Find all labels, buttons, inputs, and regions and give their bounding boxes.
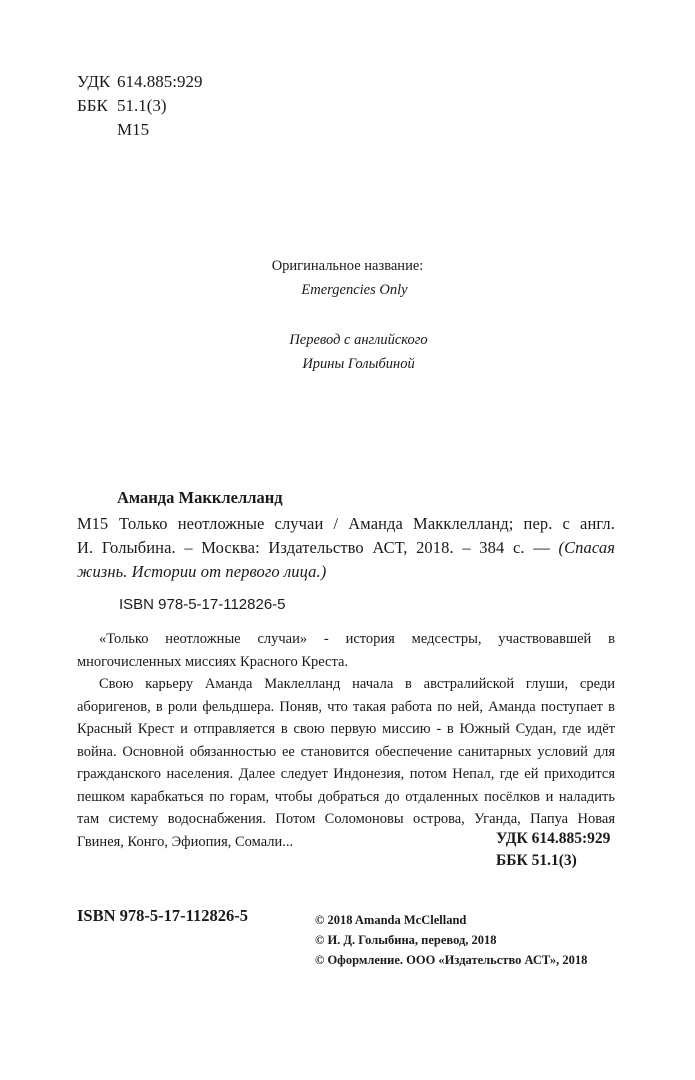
translation-line-1: Перевод с английского: [289, 332, 428, 348]
footer-bbk: ББК 51.1(3): [496, 852, 577, 869]
classification-block-bottom: [496, 828, 610, 872]
entry-code: М15: [77, 514, 109, 533]
footer-isbn: ISBN 978-5-17-112826-5: [77, 906, 248, 925]
entry-line-2: [77, 536, 615, 584]
original-title-block: [0, 254, 695, 376]
author-mark: М15: [117, 120, 150, 139]
copyright-line-1: © 2018 Amanda McClelland: [315, 913, 467, 927]
original-title-label: Оригинальное название:: [271, 258, 424, 274]
copyright-line-2: © И. Д. Голыбина, перевод, 2018: [315, 933, 497, 947]
entry-publication: И. Голыбина. – Москва: Издательство АСТ, 2018. – 384 с. —: [77, 538, 559, 557]
bbk-row: [77, 94, 202, 118]
annotation-paragraph-1: «Только неотложные случаи» - история медсестры, участвовавшей в многочисленных миссиях Красного Креста.: [77, 631, 615, 670]
classification-block-top: [77, 70, 202, 142]
catalog-entry: [77, 486, 615, 853]
copyright-block: [315, 910, 587, 970]
spacer: [0, 302, 695, 328]
translation-line-2: Ирины Голыбиной: [302, 356, 415, 372]
entry-line-1: Только неотложные случаи / Аманда Макклелланд; пер. с англ.: [119, 514, 615, 533]
footer-udk: УДК 614.885:929: [496, 830, 611, 847]
catalog-card: [77, 512, 615, 584]
annotation: [35, 628, 615, 853]
udk-label: УДК: [77, 72, 111, 91]
bbk-label: ББК: [77, 96, 108, 115]
udk-value: 614.885:929: [117, 72, 203, 91]
copyright-line-3: © Оформление. ООО «Издательство АСТ», 2018: [315, 953, 588, 967]
bbk-value: 51.1(3): [117, 96, 167, 115]
annotation-paragraph-2: Свою карьеру Аманда Маклелланд начала в австралийской глуши, среди аборигенов, в роли фельдшера. Поняв, что такая работа по ней, Аманда поступает в Красный Крест и отправляется в свою первую миссию - в Южный Судан, где идёт война. Основной обязанностью ее становится обеспечение санитарных условий для гражданского населения. Далее следует Индонезия, потом Непал, где ей приходится пешком карабкаться по горам, чтобы добраться до отдаленных посёлков и наладить там систему водоснабжения. Потом Соломоновы острова, Уганда, Папуа Новая Гвинея, Конго, Эфиопия, Сомали...: [77, 676, 615, 850]
entry-isbn: ISBN 978-5-17-112826-5: [119, 596, 286, 613]
entry-series: (Спасая жизнь. Истории от первого лица.): [77, 538, 615, 581]
entry-author: Аманда Макклелланд: [117, 488, 283, 507]
original-title-value: Emergencies Only: [301, 282, 408, 298]
udk-row: [77, 70, 202, 94]
